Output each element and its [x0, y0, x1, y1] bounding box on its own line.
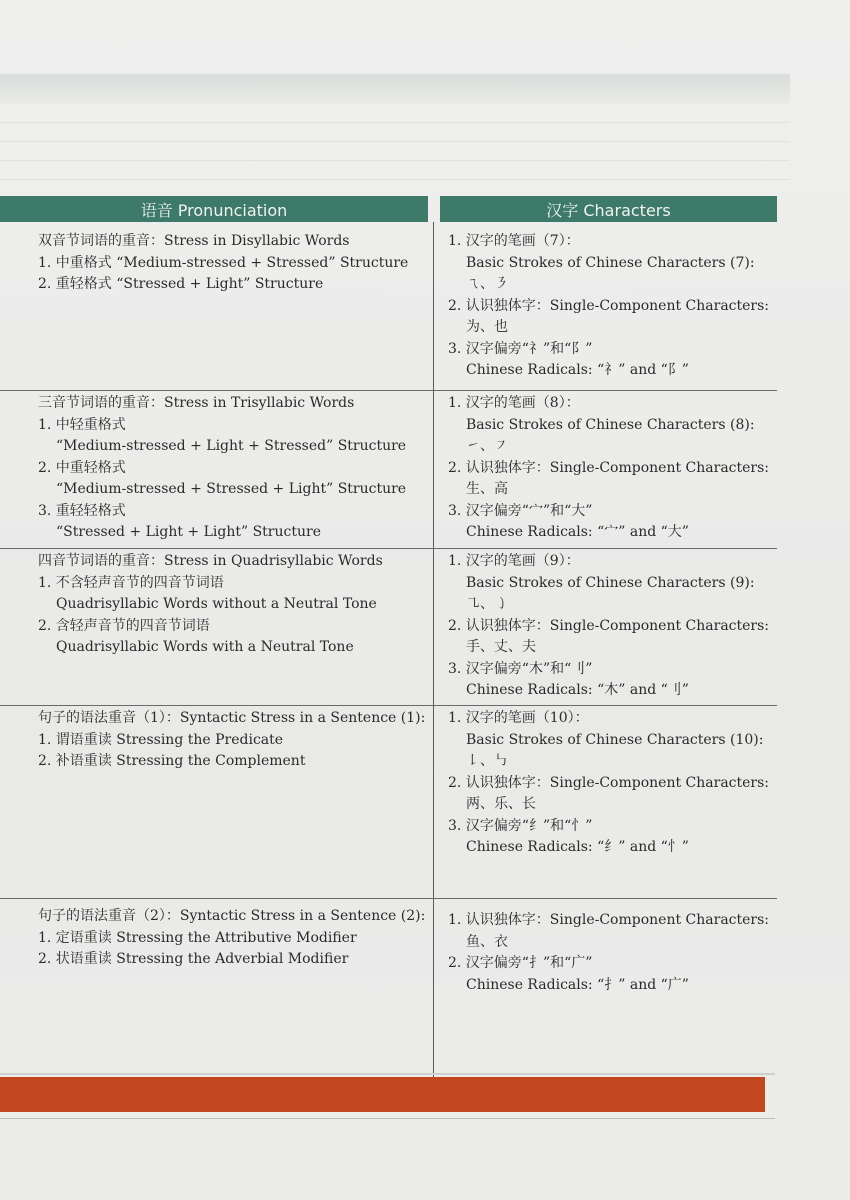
char-line: 3. 汉字偏旁“木”和“刂”: [448, 660, 593, 677]
pron-line: 1. 不含轻声音节的四音节词语: [38, 574, 224, 591]
char-line: Chinese Radicals: “纟” and “忄”: [466, 839, 689, 855]
char-line: Basic Strokes of Chinese Characters (10):: [466, 731, 764, 748]
bleed-through-lines: [0, 104, 790, 194]
characters-cell-1: [448, 231, 768, 382]
pronunciation-cell-3: [38, 551, 428, 659]
char-line: 为、也: [466, 319, 508, 335]
pron-line: 1. 中轻重格式: [38, 416, 126, 433]
row-divider: [0, 898, 777, 899]
char-line: 1. 认识独体字：Single-Component Characters:: [448, 912, 770, 928]
bleed-through-band: [0, 74, 790, 104]
characters-cell-4: [448, 708, 768, 859]
char-line: 鱼、衣: [466, 933, 508, 950]
char-line: 3. 汉字偏旁“宀”和“大”: [448, 502, 593, 519]
pron-line: 1. 定语重读 Stressing the Attributive Modifier: [38, 929, 357, 946]
stroke-glyphs: ㄟ、㇋: [466, 276, 508, 292]
stroke-glyphs: ㇀、㇇: [466, 438, 508, 454]
characters-header: 汉字 Characters: [440, 196, 777, 222]
pron-line: 2. 状语重读 Stressing the Adverbial Modifier: [38, 951, 349, 967]
char-line: Basic Strokes of Chinese Characters (7):: [466, 254, 755, 271]
row-divider: [0, 705, 777, 706]
char-line: 2. 认识独体字：Single-Component Characters:: [448, 297, 770, 314]
pron-line: 2. 中重轻格式: [38, 459, 126, 476]
footer-rule: [0, 1073, 775, 1075]
char-line: Basic Strokes of Chinese Characters (8):: [466, 416, 755, 433]
column-divider: [433, 222, 434, 1079]
pron-line: Quadrisyllabic Words without a Neutral Tone: [56, 596, 377, 612]
pron-line: “Medium-stressed + Light + Stressed” Structure: [56, 438, 407, 454]
stroke-glyphs: ㇈、㇁: [466, 596, 508, 612]
pronunciation-cell-5: [38, 906, 428, 971]
char-line: 两、乐、长: [466, 796, 536, 812]
char-line: 1. 汉字的笔画（8）：: [448, 395, 580, 411]
pronunciation-cell-4: [38, 708, 428, 773]
char-line: Chinese Radicals: “木” and “刂”: [466, 682, 689, 698]
char-line: Chinese Radicals: “礻” and “阝”: [466, 362, 689, 378]
footer-rule: [0, 1118, 775, 1119]
char-line: 1. 汉字的笔画（10）：: [448, 710, 589, 726]
char-line: Basic Strokes of Chinese Characters (9):: [466, 574, 755, 591]
pron-line: 2. 含轻声音节的四音节词语: [38, 617, 210, 634]
char-line: 2. 汉字偏旁“扌”和“广”: [448, 955, 593, 971]
char-line: Chinese Radicals: “宀” and “大”: [466, 524, 689, 540]
pron-line: 2. 重轻格式 “Stressed + Light” Structure: [38, 276, 324, 292]
char-line: 1. 汉字的笔画（9）：: [448, 553, 580, 569]
char-line: 3. 汉字偏旁“礻”和“阝”: [448, 340, 593, 357]
char-line: 2. 认识独体字：Single-Component Characters:: [448, 459, 770, 476]
characters-cell-5: [448, 910, 768, 996]
pron-line: 1. 谓语重读 Stressing the Predicate: [38, 731, 284, 748]
pron-line: 四音节词语的重音：Stress in Quadrisyllabic Words: [38, 553, 383, 569]
char-line: 2. 认识独体字：Single-Component Characters:: [448, 774, 770, 791]
pron-line: 双音节词语的重音：Stress in Disyllabic Words: [38, 233, 350, 249]
pron-line: Quadrisyllabic Words with a Neutral Tone: [56, 639, 354, 655]
pron-line: 三音节词语的重音：Stress in Trisyllabic Words: [38, 395, 355, 411]
stroke-glyphs: ㇙、㇉: [466, 753, 508, 769]
characters-cell-3: [448, 551, 768, 702]
char-line: 1. 汉字的笔画（7）：: [448, 233, 580, 249]
char-line: Chinese Radicals: “扌” and “广”: [466, 976, 689, 993]
char-line: 3. 汉字偏旁“纟”和“忄”: [448, 817, 593, 834]
char-line: 手、丈、夫: [466, 639, 536, 655]
char-line: 生、高: [466, 481, 508, 497]
pronunciation-header: 语音 Pronunciation: [0, 196, 428, 222]
row-divider: [0, 548, 777, 549]
pron-line: 句子的语法重音（1）：Syntactic Stress in a Sentence (1):: [38, 710, 426, 726]
characters-cell-2: [448, 393, 768, 544]
pron-line: 2. 补语重读 Stressing the Complement: [38, 753, 306, 769]
char-line: 2. 认识独体字：Single-Component Characters:: [448, 617, 770, 634]
pron-line: 3. 重轻轻格式: [38, 502, 126, 519]
pron-line: “Medium-stressed + Stressed + Light” Structure: [56, 481, 407, 497]
pron-line: 1. 中重格式 “Medium-stressed + Stressed” Structure: [38, 254, 409, 271]
pronunciation-cell-2: [38, 393, 428, 544]
footer-color-band: [0, 1077, 765, 1112]
pron-line: 句子的语法重音（2）：Syntactic Stress in a Sentence (2):: [38, 908, 426, 924]
pron-line: “Stressed + Light + Light” Structure: [56, 524, 321, 540]
pronunciation-cell-1: [38, 231, 428, 296]
row-divider: [0, 390, 777, 391]
